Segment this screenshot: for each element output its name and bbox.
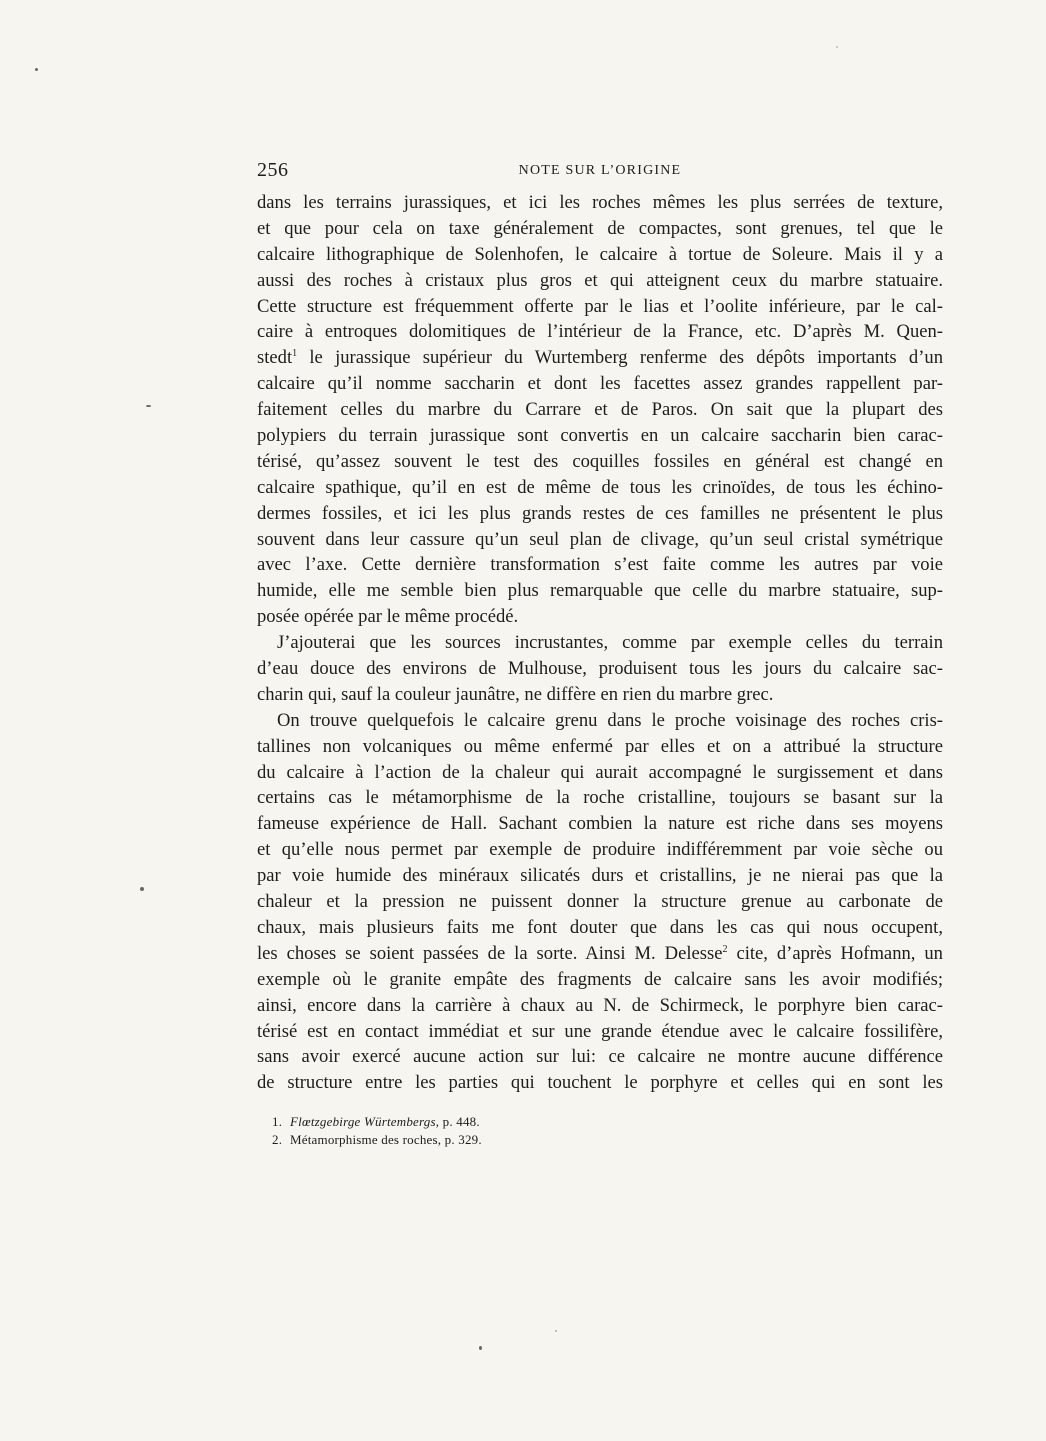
text-line: fameuse expérience de Hall. Sachant combien la nature est riche dans ses moyens xyxy=(257,813,943,835)
text-line: stedt$^1$ le jurassique supérieur du Wurtemberg renferme des dépôts importants d’un xyxy=(257,347,943,369)
text-line: tallines non volcaniques ou même enfermé par elles et on a attribué la structure xyxy=(257,735,943,757)
text-line: térisé, qu’assez souvent le test des coquilles fossiles en général est changé en xyxy=(257,450,943,472)
text-line: et qu’elle nous permet par exemple de produire indifféremment par voie sèche ou xyxy=(257,839,943,861)
text-line: dans les terrains jurassiques, et ici les roches mêmes les plus serrées de texture, xyxy=(257,192,943,213)
text-line: calcaire lithographique de Solenhofen, le calcaire à tortue de Soleure. Mais il y a xyxy=(257,243,943,265)
page-number: 256 xyxy=(257,159,289,181)
scan-speck xyxy=(146,405,151,407)
footnote-text: , p. 448. xyxy=(435,1114,480,1129)
running-head: NOTE SUR L’ORIGINE xyxy=(518,163,682,178)
scan-speck xyxy=(35,68,38,71)
text-line: et que pour cela on taxe généralement de compactes, sont grenues, tel que le xyxy=(257,217,943,239)
text-line: exemple où le granite empâte des fragments de calcaire sans les avoir modifiés; xyxy=(257,968,943,990)
text-line: les choses se soient passées de la sorte. Ainsi M. Delesse$^2$ cite, d’après Hofmann, un xyxy=(257,942,943,964)
text-line: faitement celles du marbre du Carrare et de Paros. On sait que la plupart des xyxy=(257,399,943,421)
text-line: chaleur et la pression ne puissent donner la structure grenue au carbonate de xyxy=(257,891,943,913)
text-line: aussi des roches à cristaux plus gros et qui atteignent ceux du marbre statuaire. xyxy=(257,269,943,291)
text-line: de structure entre les parties qui touchent le porphyre et celles qui en sont les xyxy=(257,1072,943,1094)
text-line: On trouve quelquefois le calcaire grenu dans le proche voisinage des roches cris- xyxy=(277,709,943,731)
text-line: certains cas le métamorphisme de la roche cristalline, toujours se basant sur la xyxy=(257,787,943,809)
footnote-marker: 2 xyxy=(722,943,728,955)
text-line: calcaire spathique, qu’il en est de même de tous les crinoïdes, de tous les échino- xyxy=(257,476,943,498)
footnote xyxy=(272,1131,943,1149)
scan-speck xyxy=(479,1346,482,1350)
footnote-text: Métamorphisme des roches, p. 329. xyxy=(290,1132,482,1147)
text-line: ainsi, encore dans la carrière à chaux au N. de Schirmeck, le porphyre bien carac- xyxy=(257,994,943,1016)
text-line: charin qui, sauf la couleur jaunâtre, ne diffère en rien du marbre grec. xyxy=(257,683,774,705)
footnote-number: 2. xyxy=(272,1132,283,1147)
scan-speck xyxy=(140,887,144,891)
text-line: térisé est en contact immédiat et sur une grande étendue avec le calcaire fossilifère, xyxy=(257,1020,943,1042)
page-header xyxy=(257,157,943,187)
footnote-number: 1. xyxy=(272,1114,283,1129)
text-line: du calcaire à l’action de la chaleur qui aurait accompagné le surgissement et dans xyxy=(257,761,943,783)
text-line: sans avoir exercé aucune action sur lui: ce calcaire ne montre aucune différence xyxy=(257,1046,943,1068)
text-line: avec l’axe. Cette dernière transformation s’est faite comme les autres par voie xyxy=(257,554,943,576)
text-line: calcaire qu’il nomme saccharin et dont les facettes assez grandes rappellent par- xyxy=(257,373,943,395)
scan-speck xyxy=(555,1330,557,1332)
text-line: J’ajouterai que les sources incrustantes, comme par exemple celles du terrain xyxy=(277,632,943,654)
footnotes xyxy=(272,1113,943,1149)
text-line: polypiers du terrain jurassique sont convertis en un calcaire saccharin bien carac- xyxy=(257,425,943,447)
text-line: humide, elle me semble bien plus remarquable que celle du marbre statuaire, sup- xyxy=(257,580,943,602)
body-text xyxy=(257,190,943,1096)
footnote-title: Flœtzgebirge Würtembergs xyxy=(290,1114,436,1129)
scan-speck xyxy=(836,46,838,48)
text-line: Cette structure est fréquemment offerte par le lias et l’oolite inférieure, par le cal- xyxy=(257,295,943,317)
text-line: dermes fossiles, et ici les plus grands restes de ces familles ne présentent le plus xyxy=(257,502,943,524)
text-line: d’eau douce des environs de Mulhouse, produisent tous les jours du calcaire sac- xyxy=(257,658,943,680)
text-line: posée opérée par le même procédé. xyxy=(257,606,519,628)
text-line: caire à entroques dolomitiques de l’intérieur de la France, etc. D’après M. Quen- xyxy=(257,321,943,343)
text-line: par voie humide des minéraux silicatés durs et cristallins, je ne nierai pas que la xyxy=(257,865,943,887)
text-line: chaux, mais plusieurs faits me font douter que dans les cas qui nous occupent, xyxy=(257,916,943,938)
text-line: souvent dans leur cassure qu’un seul plan de clivage, qu’un seul cristal symétrique xyxy=(257,528,943,550)
footnote-marker: 1 xyxy=(292,348,298,360)
footnote xyxy=(272,1113,943,1131)
